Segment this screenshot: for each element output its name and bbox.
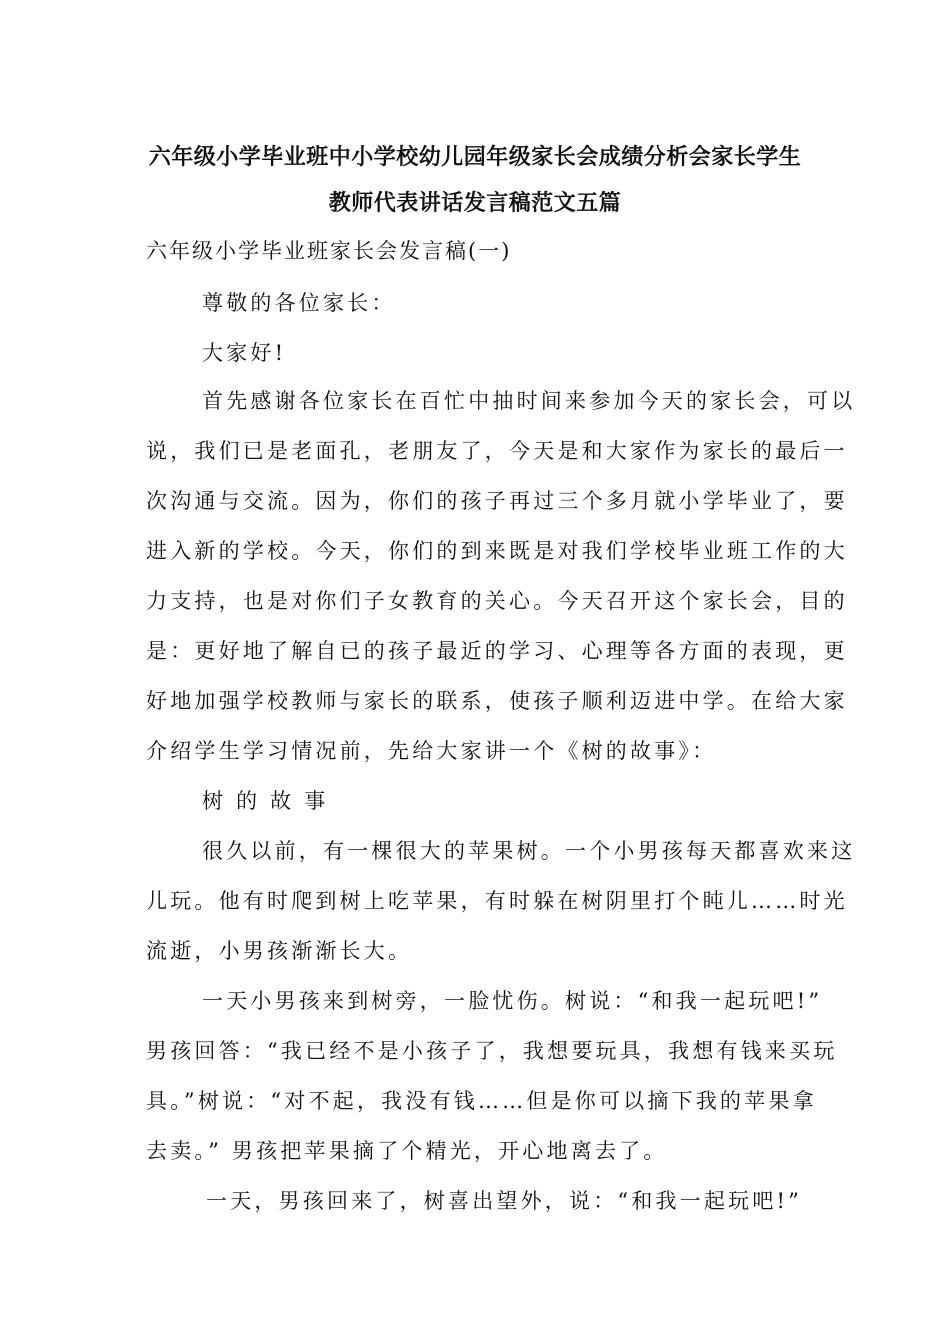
story-line: 流逝，小男孩渐渐长大。 <box>146 939 413 963</box>
story-line: 一天，男孩回来了，树喜出望外，说：“和我一起玩吧!” <box>206 1189 803 1213</box>
story-line: 很久以前，有一棵很大的苹果树。一个小男孩每天都喜欢来这 <box>202 839 856 863</box>
paragraph-line: 次沟通与交流。因为，你们的孩子再过三个多月就小学毕业了，要 <box>146 489 848 513</box>
paragraph-line: 是：更好地了解自已的孩子最近的学习、心理等各方面的表现，更 <box>146 639 848 663</box>
story-line: 一天小男孩来到树旁，一脸忧伤。树说：“和我一起玩吧!” <box>202 989 823 1013</box>
story-line: 去卖。” 男孩把苹果摘了个精光，开心地离去了。 <box>146 1139 668 1163</box>
story-line: 具。”树说：“对不起，我没有钱……但是你可以摘下我的苹果拿 <box>146 1089 817 1113</box>
story-title: 树 的 故 事 <box>202 789 329 813</box>
paragraph-line: 好地加强学校教师与家长的联系，使孩子顺利迈进中学。在给大家 <box>146 689 848 713</box>
paragraph-line: 进入新的学校。今天，你们的到来既是对我们学校毕业班工作的大 <box>146 539 848 563</box>
greeting: 大家好! <box>202 341 287 365</box>
paragraph-line: 介绍学生学习情况前，先给大家讲一个《树的故事》： <box>146 739 717 763</box>
paragraph-line: 说，我们已是老面孔，老朋友了，今天是和大家作为家长的最后一 <box>146 439 848 463</box>
document-title-line-2: 教师代表讲话发言稿范文五篇 <box>328 191 622 216</box>
salutation: 尊敬的各位家长： <box>202 291 396 315</box>
document-title-line-1: 六年级小学毕业班中小学校幼儿园年级家长会成绩分析会家长学生 <box>148 145 802 170</box>
story-line: 男孩回答：“我已经不是小孩子了，我想要玩具，我想有钱来买玩 <box>146 1039 838 1063</box>
paragraph-line: 首先感谢各位家长在百忙中抽时间来参加今天的家长会，可以 <box>202 389 856 413</box>
paragraph-line: 力支持，也是对你们子女教育的关心。今天召开这个家长会，目的 <box>146 589 848 613</box>
story-line: 儿玩。他有时爬到树上吃苹果，有时躲在树阴里打个盹儿……时光 <box>146 889 848 913</box>
section-heading: 六年级小学毕业班家长会发言稿(一) <box>146 239 512 263</box>
